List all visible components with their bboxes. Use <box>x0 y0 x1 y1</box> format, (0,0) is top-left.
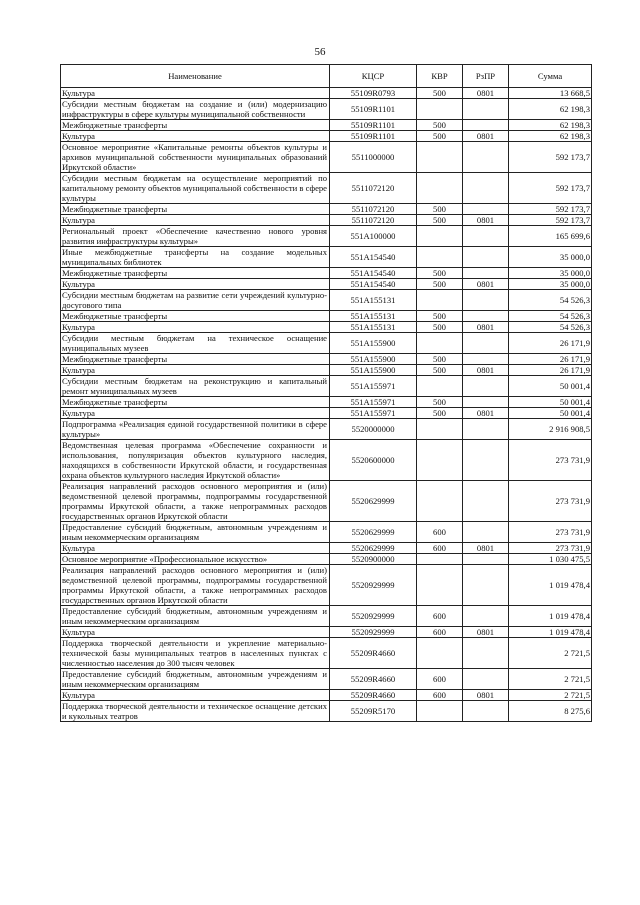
table-row <box>61 376 592 397</box>
cell-name: Субсидии местным бюджетам на создание и (или) модернизацию инфраструктуры в сфере культуры муниципальной собственности <box>61 99 330 120</box>
cell-rzpr <box>463 669 509 690</box>
cell-kvr: 500 <box>417 397 463 408</box>
table-row <box>61 365 592 376</box>
cell-kvr <box>417 226 463 247</box>
cell-kvr: 600 <box>417 669 463 690</box>
cell-kcsr: 55209R5170 <box>330 701 417 722</box>
cell-kcsr: 5520929999 <box>330 627 417 638</box>
cell-sum: 13 668,5 <box>509 88 592 99</box>
table-row <box>61 701 592 722</box>
cell-rzpr: 0801 <box>463 279 509 290</box>
cell-kcsr: 551A155971 <box>330 376 417 397</box>
cell-name: Межбюджетные трансферты <box>61 120 330 131</box>
cell-name: Реализация направлений расходов основного мероприятия и (или) ведомственной целевой программы, подпрограммы государственной программы Иркутской области, а также непрограммных расходов государственных органов Иркутской области <box>61 481 330 522</box>
table-row <box>61 522 592 543</box>
table-row <box>61 690 592 701</box>
cell-sum: 54 526,3 <box>509 322 592 333</box>
cell-kvr <box>417 481 463 522</box>
cell-name: Культура <box>61 279 330 290</box>
cell-name: Поддержка творческой деятельности и укрепление материально-технической базы муниципальных театров в населенных пунктах с численностью населения до 300 тысяч человек <box>61 638 330 669</box>
cell-sum: 165 699,6 <box>509 226 592 247</box>
cell-sum: 62 198,3 <box>509 99 592 120</box>
cell-kcsr: 55209R4660 <box>330 638 417 669</box>
cell-kcsr: 55109R1101 <box>330 99 417 120</box>
cell-kcsr: 5520600000 <box>330 440 417 481</box>
cell-kcsr: 551A154540 <box>330 268 417 279</box>
cell-kvr <box>417 565 463 606</box>
table-row <box>61 311 592 322</box>
cell-kcsr: 551A155900 <box>330 365 417 376</box>
cell-name: Подпрограмма «Реализация единой государственной политики в сфере культуры» <box>61 419 330 440</box>
cell-name: Региональный проект «Обеспечение качественно нового уровня развития инфраструктуры культуры» <box>61 226 330 247</box>
cell-name: Культура <box>61 690 330 701</box>
cell-name: Субсидии местным бюджетам на техническое оснащение муниципальных музеев <box>61 333 330 354</box>
cell-kvr: 500 <box>417 268 463 279</box>
cell-kcsr: 5520929999 <box>330 565 417 606</box>
cell-kvr: 500 <box>417 365 463 376</box>
cell-kcsr: 5511072120 <box>330 215 417 226</box>
table-row <box>61 419 592 440</box>
cell-rzpr <box>463 376 509 397</box>
cell-name: Культура <box>61 322 330 333</box>
cell-rzpr: 0801 <box>463 543 509 554</box>
cell-name: Межбюджетные трансферты <box>61 354 330 365</box>
cell-kcsr: 551A155900 <box>330 354 417 365</box>
cell-sum: 592 173,7 <box>509 142 592 173</box>
cell-sum: 62 198,3 <box>509 131 592 142</box>
cell-sum: 50 001,4 <box>509 376 592 397</box>
cell-kvr <box>417 290 463 311</box>
page-number: 56 <box>314 46 326 58</box>
cell-kcsr: 551A155131 <box>330 311 417 322</box>
table-row <box>61 204 592 215</box>
cell-rzpr <box>463 701 509 722</box>
cell-sum: 26 171,9 <box>509 354 592 365</box>
cell-kcsr: 551A155971 <box>330 397 417 408</box>
cell-kcsr: 5520629999 <box>330 543 417 554</box>
cell-kcsr: 5520900000 <box>330 554 417 565</box>
cell-name: Субсидии местным бюджетам на реконструкцию и капитальный ремонт муниципальных музеев <box>61 376 330 397</box>
cell-kvr <box>417 701 463 722</box>
cell-kcsr: 55209R4660 <box>330 669 417 690</box>
cell-name: Культура <box>61 365 330 376</box>
cell-kcsr: 551A155131 <box>330 322 417 333</box>
cell-kcsr: 551A154540 <box>330 279 417 290</box>
cell-rzpr <box>463 419 509 440</box>
cell-rzpr <box>463 354 509 365</box>
cell-sum: 592 173,7 <box>509 215 592 226</box>
cell-sum: 2 721,5 <box>509 690 592 701</box>
cell-sum: 35 000,0 <box>509 247 592 268</box>
table-row <box>61 397 592 408</box>
table-row <box>61 669 592 690</box>
cell-kvr: 600 <box>417 627 463 638</box>
cell-rzpr <box>463 481 509 522</box>
cell-kvr <box>417 440 463 481</box>
cell-kcsr: 551A154540 <box>330 247 417 268</box>
cell-kcsr: 5511000000 <box>330 142 417 173</box>
cell-rzpr: 0801 <box>463 690 509 701</box>
cell-name: Предоставление субсидий бюджетным, автономным учреждениям и иным некоммерческим организациям <box>61 669 330 690</box>
cell-kcsr: 55109R1101 <box>330 131 417 142</box>
cell-kvr <box>417 142 463 173</box>
cell-kvr: 500 <box>417 88 463 99</box>
table-row <box>61 142 592 173</box>
cell-kcsr: 55209R4660 <box>330 690 417 701</box>
cell-rzpr <box>463 638 509 669</box>
cell-kvr: 500 <box>417 120 463 131</box>
cell-sum: 35 000,0 <box>509 279 592 290</box>
cell-sum: 273 731,9 <box>509 543 592 554</box>
cell-name: Реализация направлений расходов основного мероприятия и (или) ведомственной целевой программы, подпрограммы государственной программы Иркутской области, а также непрограммных расходов государственных органов Иркутской области <box>61 565 330 606</box>
table-row <box>61 606 592 627</box>
cell-name: Основное мероприятие «Капитальные ремонты объектов культуры и архивов муниципальной собственности муниципальных образований Иркутской области» <box>61 142 330 173</box>
cell-name: Иные межбюджетные трансферты на создание модельных муниципальных библиотек <box>61 247 330 268</box>
table-row <box>61 554 592 565</box>
cell-sum: 8 275,6 <box>509 701 592 722</box>
cell-kvr <box>417 554 463 565</box>
cell-rzpr <box>463 565 509 606</box>
cell-rzpr <box>463 440 509 481</box>
cell-sum: 592 173,7 <box>509 204 592 215</box>
cell-rzpr <box>463 173 509 204</box>
table-row <box>61 88 592 99</box>
table-row <box>61 131 592 142</box>
cell-name: Межбюджетные трансферты <box>61 397 330 408</box>
table-row <box>61 481 592 522</box>
cell-sum: 273 731,9 <box>509 522 592 543</box>
cell-kcsr: 551A155971 <box>330 408 417 419</box>
table-row <box>61 354 592 365</box>
cell-sum: 2 721,5 <box>509 669 592 690</box>
cell-rzpr <box>463 226 509 247</box>
table-body <box>61 88 592 722</box>
cell-kvr: 600 <box>417 522 463 543</box>
cell-sum: 54 526,3 <box>509 311 592 322</box>
cell-kcsr: 55109R0793 <box>330 88 417 99</box>
cell-kcsr: 551A100000 <box>330 226 417 247</box>
cell-sum: 50 001,4 <box>509 397 592 408</box>
header-name: Наименование <box>61 65 330 88</box>
cell-kvr: 500 <box>417 311 463 322</box>
table-row <box>61 226 592 247</box>
cell-kvr: 500 <box>417 322 463 333</box>
cell-sum: 1 019 478,4 <box>509 627 592 638</box>
table-row <box>61 173 592 204</box>
cell-name: Поддержка творческой деятельности и техническое оснащение детских и кукольных театров <box>61 701 330 722</box>
header-kcsr: КЦСР <box>330 65 417 88</box>
cell-name: Субсидии местным бюджетам на осуществление мероприятий по капитальному ремонту объектов муниципальной собственности в сфере культуры <box>61 173 330 204</box>
cell-rzpr: 0801 <box>463 322 509 333</box>
cell-sum: 1 019 478,4 <box>509 606 592 627</box>
cell-kvr <box>417 638 463 669</box>
cell-kvr: 500 <box>417 408 463 419</box>
table-row <box>61 440 592 481</box>
cell-rzpr <box>463 290 509 311</box>
cell-rzpr: 0801 <box>463 88 509 99</box>
cell-name: Культура <box>61 408 330 419</box>
cell-kcsr: 55109R1101 <box>330 120 417 131</box>
cell-sum: 2 721,5 <box>509 638 592 669</box>
cell-name: Межбюджетные трансферты <box>61 204 330 215</box>
cell-sum: 273 731,9 <box>509 481 592 522</box>
cell-name: Ведомственная целевая программа «Обеспечение сохранности и использования, популяризация объектов культурного наследия, находящихся в собственности Иркутской области, и государственная охрана объектов культурного наследия Иркутской области» <box>61 440 330 481</box>
table-row <box>61 627 592 638</box>
cell-name: Культура <box>61 543 330 554</box>
cell-sum: 1 030 475,5 <box>509 554 592 565</box>
cell-kcsr: 5511072120 <box>330 173 417 204</box>
cell-kvr <box>417 247 463 268</box>
cell-sum: 50 001,4 <box>509 408 592 419</box>
cell-rzpr: 0801 <box>463 627 509 638</box>
budget-table <box>60 64 592 722</box>
cell-rzpr <box>463 554 509 565</box>
table-row <box>61 99 592 120</box>
table-row <box>61 279 592 290</box>
cell-rzpr: 0801 <box>463 365 509 376</box>
cell-kvr: 600 <box>417 606 463 627</box>
cell-kcsr: 551A155131 <box>330 290 417 311</box>
table-row <box>61 268 592 279</box>
cell-kvr: 500 <box>417 204 463 215</box>
header-rzpr: РзПР <box>463 65 509 88</box>
cell-sum: 26 171,9 <box>509 333 592 354</box>
cell-rzpr <box>463 606 509 627</box>
cell-kcsr: 5511072120 <box>330 204 417 215</box>
cell-name: Предоставление субсидий бюджетным, автономным учреждениям и иным некоммерческим организациям <box>61 522 330 543</box>
table-row <box>61 247 592 268</box>
cell-rzpr <box>463 311 509 322</box>
cell-name: Культура <box>61 215 330 226</box>
cell-rzpr: 0801 <box>463 215 509 226</box>
cell-kvr <box>417 376 463 397</box>
table-row <box>61 638 592 669</box>
cell-sum: 273 731,9 <box>509 440 592 481</box>
cell-rzpr <box>463 522 509 543</box>
cell-rzpr <box>463 247 509 268</box>
cell-kcsr: 5520629999 <box>330 481 417 522</box>
table-row <box>61 120 592 131</box>
cell-sum: 54 526,3 <box>509 290 592 311</box>
table-header-row <box>61 65 592 88</box>
cell-kvr <box>417 99 463 120</box>
cell-rzpr <box>463 142 509 173</box>
cell-sum: 26 171,9 <box>509 365 592 376</box>
cell-rzpr <box>463 204 509 215</box>
cell-rzpr: 0801 <box>463 408 509 419</box>
table-row <box>61 290 592 311</box>
cell-rzpr <box>463 268 509 279</box>
cell-rzpr: 0801 <box>463 131 509 142</box>
cell-name: Культура <box>61 131 330 142</box>
table-row <box>61 565 592 606</box>
cell-name: Межбюджетные трансферты <box>61 311 330 322</box>
cell-name: Культура <box>61 88 330 99</box>
cell-kvr: 500 <box>417 131 463 142</box>
cell-kcsr: 5520629999 <box>330 522 417 543</box>
cell-name: Межбюджетные трансферты <box>61 268 330 279</box>
cell-sum: 1 019 478,4 <box>509 565 592 606</box>
header-sum: Сумма <box>509 65 592 88</box>
cell-kcsr: 551A155900 <box>330 333 417 354</box>
table-row <box>61 322 592 333</box>
cell-kvr <box>417 173 463 204</box>
cell-kcsr: 5520929999 <box>330 606 417 627</box>
cell-kvr: 500 <box>417 215 463 226</box>
cell-sum: 2 916 908,5 <box>509 419 592 440</box>
cell-kvr: 600 <box>417 543 463 554</box>
cell-kvr: 500 <box>417 354 463 365</box>
cell-rzpr <box>463 99 509 120</box>
cell-name: Субсидии местным бюджетам на развитие сети учреждений культурно-досугового типа <box>61 290 330 311</box>
cell-name: Предоставление субсидий бюджетным, автономным учреждениям и иным некоммерческим организациям <box>61 606 330 627</box>
cell-kvr: 600 <box>417 690 463 701</box>
cell-sum: 35 000,0 <box>509 268 592 279</box>
cell-rzpr <box>463 397 509 408</box>
cell-kcsr: 5520000000 <box>330 419 417 440</box>
cell-kvr <box>417 333 463 354</box>
cell-kvr <box>417 419 463 440</box>
cell-rzpr <box>463 333 509 354</box>
cell-rzpr <box>463 120 509 131</box>
table-row <box>61 333 592 354</box>
table-row <box>61 215 592 226</box>
cell-name: Культура <box>61 627 330 638</box>
cell-sum: 62 198,3 <box>509 120 592 131</box>
header-kvr: КВР <box>417 65 463 88</box>
cell-kvr: 500 <box>417 279 463 290</box>
cell-sum: 592 173,7 <box>509 173 592 204</box>
table-row <box>61 543 592 554</box>
cell-name: Основное мероприятие «Профессиональное искусство» <box>61 554 330 565</box>
table-row <box>61 408 592 419</box>
